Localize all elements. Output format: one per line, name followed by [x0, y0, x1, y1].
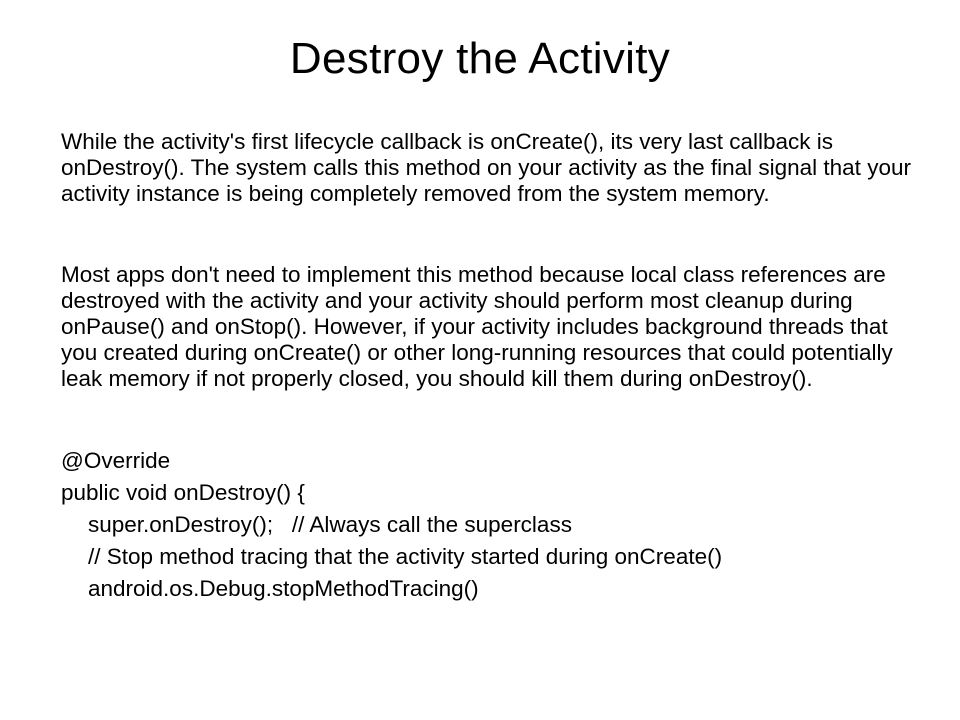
slide-body [61, 129, 911, 605]
code-line-super-call: super.onDestroy(); // Always call the superclass [88, 512, 572, 537]
code-snippet [61, 445, 911, 605]
paragraph-lifecycle-intro: While the activity's first lifecycle callback is onCreate(), its very last callback is onDestroy(). The system calls this method on your activity as the final signal that your activity instance is being completely removed from the system memory. [61, 129, 911, 206]
code-line-stop-tracing: android.os.Debug.stopMethodTracing() [88, 576, 479, 601]
code-line-annotation: @Override [61, 448, 171, 473]
paragraph-cleanup-guidance: Most apps don't need to implement this method because local class references are destroyed with the activity and your activity should perform most cleanup during onPause() and onStop(). However, if your activity includes background threads that you created during onCreate() or other long-running resources that could potentially leak memory if not properly closed, you should kill them during onDestroy(). [61, 262, 893, 391]
slide-title: Destroy the Activity [289, 34, 671, 83]
code-line-method-signature: public void onDestroy() { [61, 480, 305, 505]
code-line-comment: // Stop method tracing that the activity started during onCreate() [88, 544, 723, 569]
